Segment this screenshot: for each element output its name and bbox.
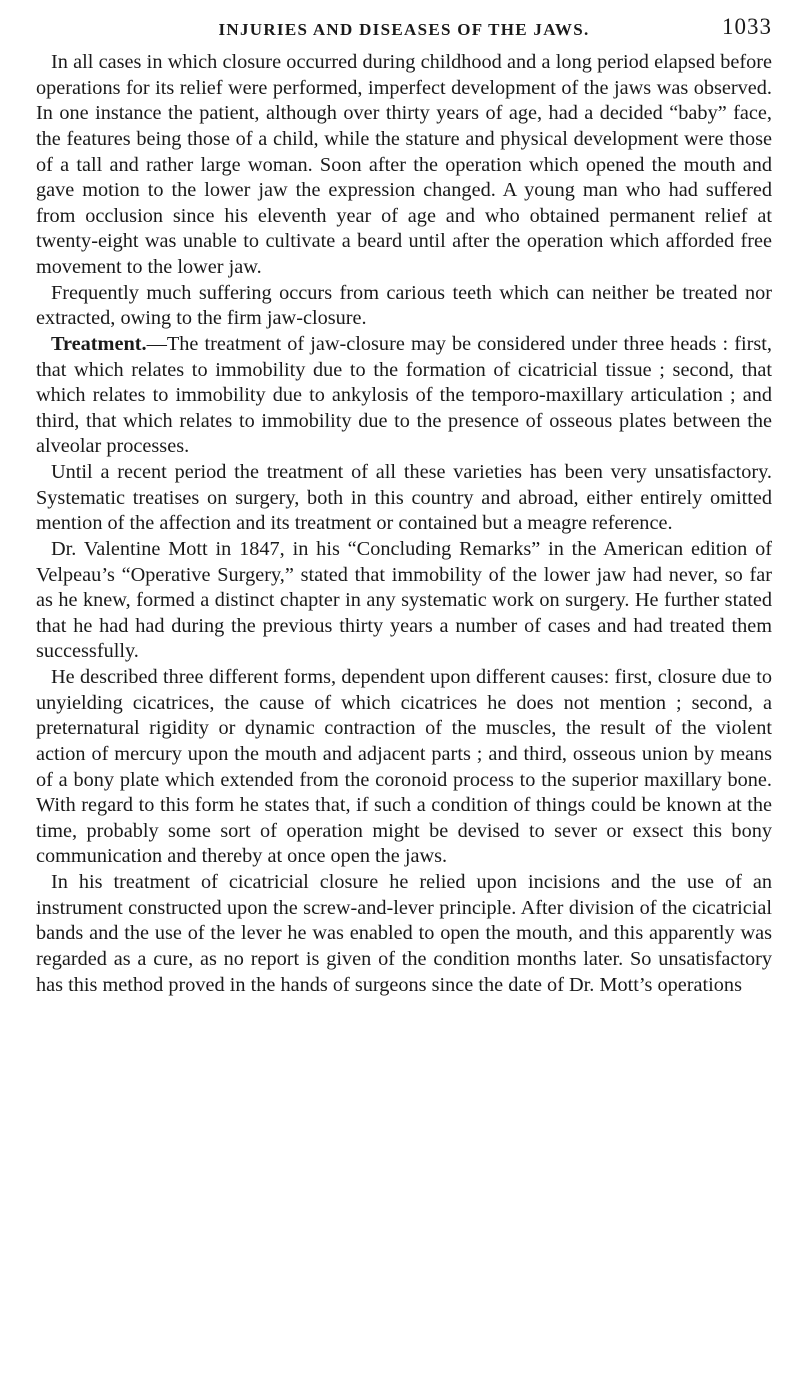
paragraph-carious-teeth [36,281,772,332]
paragraph-text: In his treatment of cicatricial closure he relied upon incisions and the use of an instrument constructed upon the screw-and-lever principle. After division of the cicatricial bands and the use of the lever he was enabled to open the mouth, and this apparently was regarded as a cure, as no report is given of the condition months later. So unsatisfactory has this method proved in the hands of surgeons since the date of Dr. Mott’s operations [36,871,772,996]
paragraph-recent-period [36,460,772,537]
paragraph-text: In all cases in which closure occurred during childhood and a long period elapsed before operations for its relief were performed, imperfect development of the jaws was observed. In one instance the patient, although over thirty years of age, had a decided “baby” face, the features being those of a child, while the stature and physical development were those of a tall and rather large woman. Soon after the operation which opened the mouth and gave motion to the lower jaw the expression changed. A young man who had suffered from occlusion since his eleventh year of age and who obtained permanent relief at twenty-eight was unable to cultivate a beard until after the operation which afforded free movement to the lower jaw. [36,51,772,278]
paragraph-text: Dr. Valentine Mott in 1847, in his “Concluding Remarks” in the American edition of Velpeau’s “Operative Surgery,” stated that immobility of the lower jaw had never, so far as he knew, formed a distinct chapter in any systematic work on surgery. He further stated that he had had during the previous thirty years a number of cases and had treated them successfully. [36,537,772,663]
paragraph-text: Until a recent period the treatment of all these varieties has been very unsatisfactory. Systematic treatises on surgery, both in this country and abroad, either entirely omitted mention of the affection and its treatment or contained but a meagre reference. [36,461,772,535]
page-number: 1033 [722,14,772,39]
paragraph-three-forms [36,665,772,870]
paragraph-text: He described three different forms, dependent upon different causes: first, closure due to unyielding cicatrices, the cause of which cicatrices he does not mention ; second, a preternatural rigidity or dynamic contraction of the muscles, the result of the violent action of mercury upon the mouth and adjacent parts ; and third, osseous union by means of a bony plate which extended from the coronoid process to the superior maxillary bone. With regard to this form he states that, if such a condition of things could be known at the time, probably some sort of operation might be devised to sever or exsect this bony communication and thereby at once open the jaws. [36,666,772,868]
paragraph-text: —The treatment of jaw-closure may be considered under three heads : first, that which relates to immobility due to the formation of cicatricial tissue ; second, that which relates to immobility due to ankylosis of the temporo-maxillary articulation ; and third, that which relates to immobility due to the presence of osseous plates between the alveolar processes. [36,332,772,458]
running-head [36,14,772,48]
body-text [36,50,772,998]
paragraph-closure-childhood [36,50,772,281]
paragraph-treatment [36,332,772,460]
running-title: INJURIES AND DISEASES OF THE JAWS. [218,20,590,39]
paragraph-cicatricial-treatment [36,870,772,998]
paragraph-valentine-mott [36,537,772,665]
paragraph-lead-treatment: Treatment. [51,332,147,355]
paragraph-text: Frequently much suffering occurs from carious teeth which can neither be treated nor extracted, owing to the firm jaw-closure. [36,281,772,330]
